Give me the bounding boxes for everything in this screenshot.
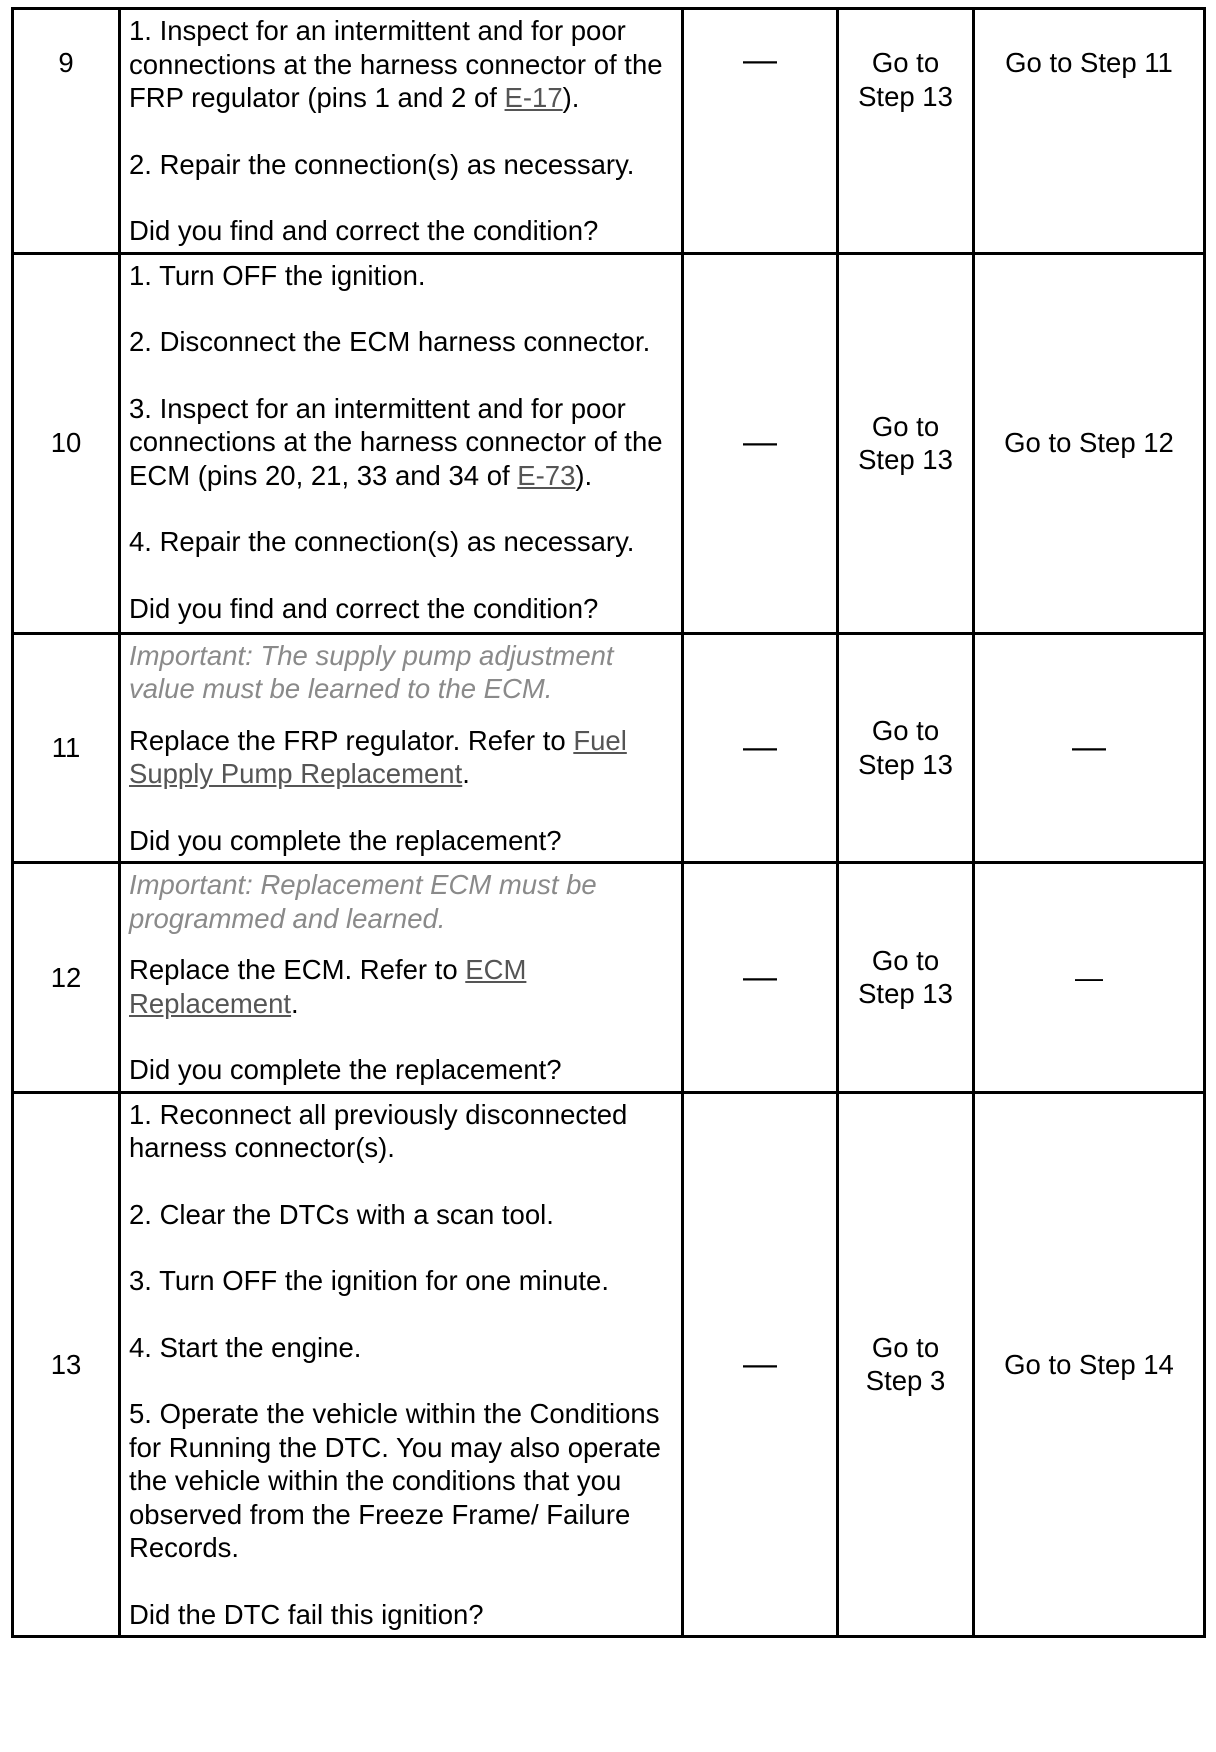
value-cell: —	[683, 633, 838, 863]
value-cell: —	[683, 9, 838, 254]
table-row-step-11	[13, 633, 1205, 863]
action-paragraph: 1. Inspect for an intermittent and for poor connections at the harness connector of the FRP regulator (pins 1 and 2 of E-17).	[129, 15, 663, 113]
table-row-step-12	[13, 863, 1205, 1093]
table-row-step-10	[13, 253, 1205, 633]
action-cell	[120, 253, 683, 633]
action-paragraph: 4. Repair the connection(s) as necessary.	[129, 526, 635, 557]
step-number: 13	[13, 1092, 120, 1637]
action-paragraph: 2. Disconnect the ECM harness connector.	[129, 326, 651, 357]
action-question: Did you complete the replacement?	[129, 824, 562, 856]
connector-link[interactable]: E-17	[504, 82, 563, 113]
step-number: 9	[13, 9, 120, 254]
step-number: 12	[13, 863, 120, 1093]
action-cell	[120, 1092, 683, 1637]
procedure-link[interactable]: ECM Replacement	[129, 954, 527, 1019]
action-question: Did you find and correct the condition?	[129, 592, 599, 624]
action-paragraph: Replace the FRP regulator. Refer to Fuel Supply Pump Replacement.	[129, 724, 627, 789]
step-number: 11	[13, 633, 120, 863]
action-paragraph: 5. Operate the vehicle within the Conditions for Running the DTC. You may also operate the vehicle within the conditions that you observed from the Freeze Frame/ Failure Records.	[129, 1398, 661, 1563]
action-question: Did you find and correct the condition?	[129, 215, 599, 246]
step-number: 10	[13, 253, 120, 633]
action-question: Did you complete the replacement?	[129, 1054, 562, 1085]
no-cell: Go to Step 11	[974, 9, 1205, 254]
value-cell: —	[683, 1092, 838, 1637]
yes-cell: Go to Step 13	[838, 633, 974, 863]
action-paragraph: 2. Clear the DTCs with a scan tool.	[129, 1198, 554, 1230]
action-paragraph: 1. Reconnect all previously disconnected harness connector(s).	[129, 1098, 628, 1163]
action-question: Did the DTC fail this ignition?	[129, 1598, 484, 1630]
action-paragraph: Replace the ECM. Refer to ECM Replacement.	[129, 954, 527, 1019]
action-paragraph: 4. Start the engine.	[129, 1331, 362, 1363]
no-cell: Go to Step 14	[974, 1092, 1205, 1637]
action-paragraph: 1. Turn OFF the ignition.	[129, 259, 426, 291]
value-cell: —	[683, 253, 838, 633]
yes-cell: Go to Step 3	[838, 1092, 974, 1637]
procedure-link[interactable]: Fuel Supply Pump Replacement	[129, 724, 627, 789]
important-note: Important: The supply pump adjustment value must be learned to the ECM.	[129, 639, 614, 704]
action-paragraph: 2. Repair the connection(s) as necessary.	[129, 148, 635, 180]
important-note: Important: Replacement ECM must be programmed and learned.	[129, 869, 597, 934]
no-cell: Go to Step 12	[974, 253, 1205, 633]
action-cell	[120, 863, 683, 1093]
yes-cell: Go to Step 13	[838, 863, 974, 1093]
table-row-step-13	[13, 1092, 1205, 1637]
no-cell: —	[974, 633, 1205, 863]
table-row-step-9	[13, 9, 1205, 254]
yes-cell: Go to Step 13	[838, 253, 974, 633]
no-cell: —	[974, 863, 1205, 1093]
action-paragraph: 3. Turn OFF the ignition for one minute.	[129, 1265, 609, 1296]
diagnostic-table-container	[11, 7, 1203, 1638]
value-cell: —	[683, 863, 838, 1093]
action-cell	[120, 633, 683, 863]
action-cell	[120, 9, 683, 254]
action-paragraph: 3. Inspect for an intermittent and for poor connections at the harness connector of the ECM (pins 20, 21, 33 and 34 of E-73).	[129, 392, 663, 491]
connector-link[interactable]: E-73	[517, 459, 576, 491]
yes-cell: Go to Step 13	[838, 9, 974, 254]
diagnostic-steps-table	[11, 7, 1206, 1638]
